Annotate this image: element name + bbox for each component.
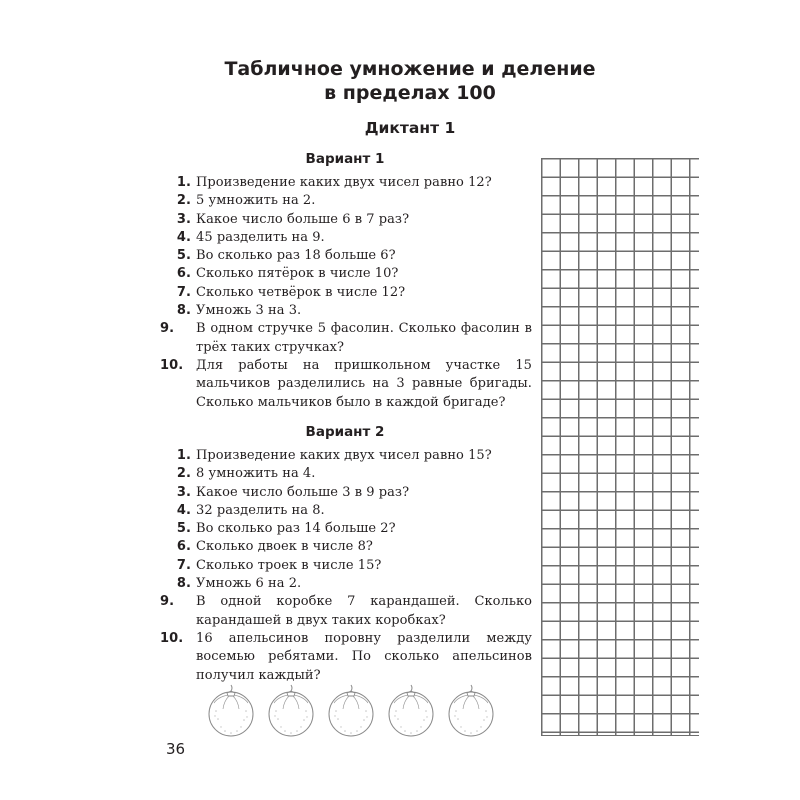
question-number: 3.: [176, 211, 191, 227]
question-number: 8.: [176, 576, 191, 592]
question-item: [160, 192, 532, 210]
orange-icon: [447, 683, 495, 737]
page-title: Табличное умножение и деление: [224, 58, 596, 80]
question-number: 9.: [160, 321, 175, 337]
question-text: 16 апельсинов поровну разделили между восемью ребятами. По сколько апельсинов получил каждый?: [196, 630, 532, 683]
question-item: [160, 320, 532, 357]
question-item: [160, 484, 532, 502]
question-number: 5.: [176, 248, 191, 264]
question-number: 2.: [176, 193, 191, 209]
question-text: Для работы на пришкольном участке 15 мальчиков разделились на 3 равные бригады. Сколько мальчиков было в каждой бригаде?: [196, 357, 532, 410]
variant-1-list: [160, 174, 532, 412]
question-item: [160, 229, 532, 247]
orange-icon: [207, 683, 255, 737]
question-text: Умножь 3 на 3.: [196, 303, 302, 319]
question-number: 2.: [176, 466, 191, 482]
question-text: Сколько четвёрок в числе 12?: [196, 284, 406, 300]
question-number: 7.: [176, 284, 191, 300]
question-item: [160, 265, 532, 283]
question-text: 32 разделить на 8.: [196, 502, 325, 518]
question-item: [160, 447, 532, 465]
question-item: [160, 502, 532, 520]
question-text: Во сколько раз 14 больше 2?: [196, 521, 396, 537]
question-text: Сколько двоек в числе 8?: [196, 539, 373, 555]
orange-icon: [387, 683, 435, 737]
question-item: [160, 247, 532, 265]
question-number: 10.: [160, 357, 184, 373]
page-number: 36: [166, 740, 186, 758]
question-text: Произведение каких двух чисел равно 15?: [196, 448, 492, 463]
question-text: Сколько троек в числе 15?: [196, 557, 382, 573]
question-item: [160, 357, 532, 412]
question-item: [160, 465, 532, 483]
question-item: [160, 593, 532, 630]
question-item: [160, 174, 532, 192]
question-number: 4.: [176, 229, 191, 245]
question-item: [160, 538, 532, 556]
question-number: 8.: [176, 303, 191, 319]
question-text: Умножь 6 на 2.: [196, 576, 302, 592]
oranges-illustration: [207, 683, 495, 737]
question-number: 1.: [176, 448, 191, 463]
question-text: 5 умножить на 2.: [196, 193, 316, 209]
question-text: В одной коробке 7 карандашей. Сколько карандашей в двух таких коробках?: [196, 594, 532, 628]
question-text: Какое число больше 3 в 9 раз?: [196, 484, 410, 500]
variant-2-list: [160, 447, 532, 685]
question-number: 6.: [176, 266, 191, 282]
question-item: [160, 630, 532, 685]
question-number: 10.: [160, 630, 184, 646]
page-subtitle: в пределах 100: [324, 82, 496, 104]
answer-grid: [541, 158, 701, 736]
question-text: Произведение каких двух чисел равно 12?: [196, 175, 492, 190]
question-item: [160, 302, 532, 320]
question-text: Какое число больше 6 в 7 раз?: [196, 211, 410, 227]
question-item: [160, 284, 532, 302]
question-text: 45 разделить на 9.: [196, 229, 325, 245]
question-item: [160, 575, 532, 593]
question-number: 6.: [176, 539, 191, 555]
question-number: 5.: [176, 521, 191, 537]
grid-edge: [699, 158, 701, 736]
question-number: 4.: [176, 502, 191, 518]
question-item: [160, 211, 532, 229]
question-number: 1.: [176, 175, 191, 190]
variant-1-title: Вариант 1: [305, 151, 385, 167]
dictation-title: Диктант 1: [364, 119, 456, 137]
question-number: 9.: [160, 594, 175, 610]
question-number: 7.: [176, 557, 191, 573]
variant-2-title: Вариант 2: [305, 424, 385, 440]
question-text: В одном стручке 5 фасолин. Сколько фасолин в трёх таких стручках?: [196, 321, 532, 355]
orange-icon: [267, 683, 315, 737]
question-item: [160, 557, 532, 575]
question-text: Во сколько раз 18 больше 6?: [196, 248, 396, 264]
question-text: Сколько пятёрок в числе 10?: [196, 266, 399, 282]
question-item: [160, 520, 532, 538]
question-text: 8 умножить на 4.: [196, 466, 316, 482]
orange-icon: [327, 683, 375, 737]
question-number: 3.: [176, 484, 191, 500]
